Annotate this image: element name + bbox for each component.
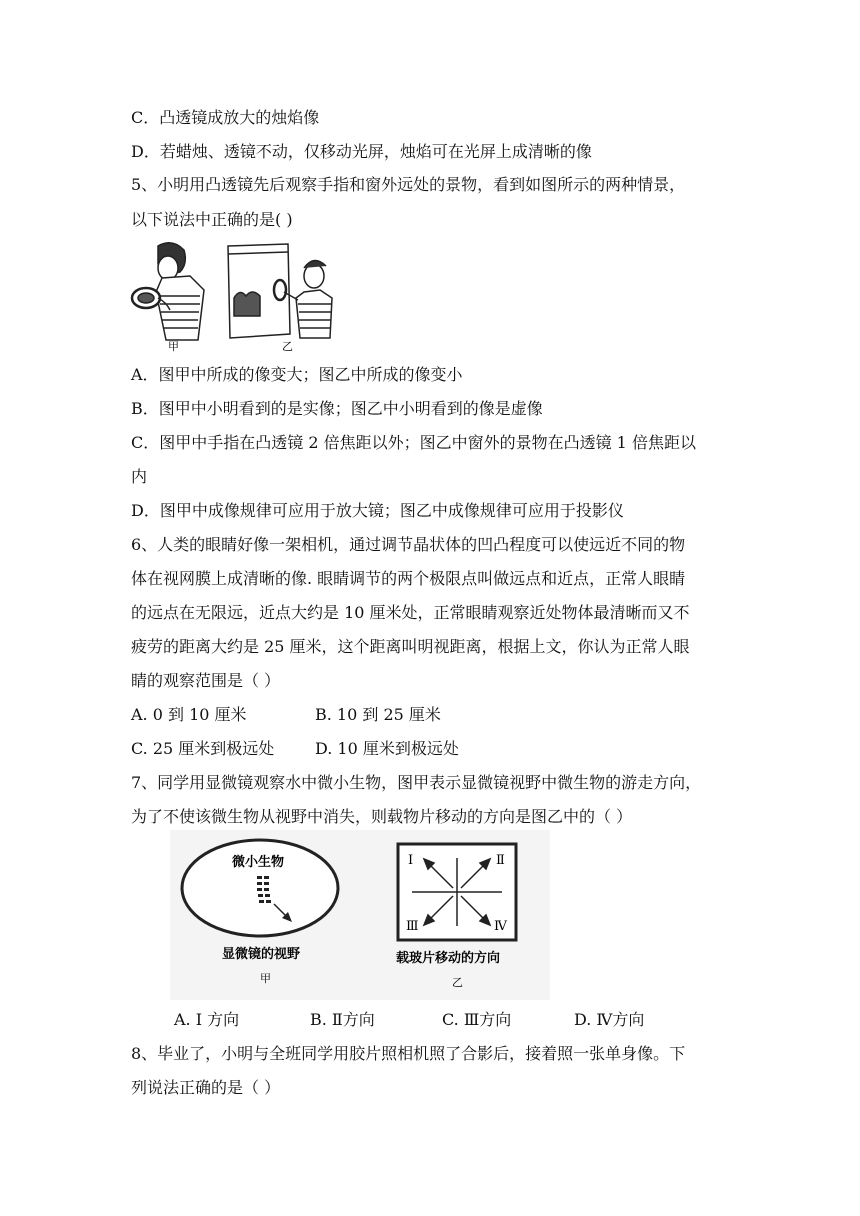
q6-option-c: C. 25 厘米到极远处	[131, 739, 275, 758]
fig5-label-jia: 甲	[168, 340, 179, 353]
q7-option-a: A. I 方向	[174, 1010, 240, 1029]
q6-stem-line3: 的远点在无限远，近点大约是 10 厘米处，正常眼睛观察近处物体最清晰而又不	[131, 603, 690, 622]
slide-direction-label: 载玻片移动的方向	[396, 951, 501, 966]
q5-option-d: D．图甲中成像规律可应用于放大镜；图乙中成像规律可应用于投影仪	[131, 501, 624, 520]
q7-option-c: C. Ⅲ方向	[442, 1010, 512, 1029]
q5-stem-line2: 以下说法中正确的是( )	[131, 210, 293, 229]
q6-option-d: D. 10 厘米到极远处	[315, 739, 459, 758]
boy-holding-lens-illustration	[284, 260, 332, 338]
window-illustration	[228, 244, 290, 338]
q5-stem-line1: 5、小明用凸透镜先后观察手指和窗外远处的景物，看到如图所示的两种情景，	[131, 175, 686, 194]
q6-stem-line1: 6、人类的眼睛好像一架相机，通过调节晶状体的凹凸程度可以使远近不同的物	[131, 535, 686, 554]
organism-label: 微小生物	[232, 855, 285, 870]
q4-option-c: C．凸透镜成放大的烛焰像	[131, 108, 320, 127]
q5-option-a: A．图甲中所成的像变大；图乙中所成的像变小	[131, 365, 463, 384]
q6-option-a: A. 0 到 10 厘米	[131, 705, 247, 724]
direction-label-2: Ⅱ	[496, 853, 505, 868]
q5-figure	[128, 238, 338, 356]
q7-option-b: B. Ⅱ方向	[310, 1010, 375, 1029]
q6-option-b: B. 10 到 25 厘米	[315, 705, 441, 724]
q8-stem-line1: 8、毕业了，小明与全班同学用胶片照相机照了合影后，接着照一张单身像。下	[131, 1044, 686, 1063]
q5-option-c-line1: C．图甲中手指在凸透镜 2 倍焦距以外；图乙中窗外的景物在凸透镜 1 倍焦距以	[131, 433, 696, 452]
q7-option-d: D. Ⅳ方向	[574, 1010, 645, 1029]
q7-stem-line2: 为了不使该微生物从视野中消失，则载物片移动的方向是图乙中的（ ）	[131, 807, 633, 826]
q5-option-c-line2: 内	[131, 467, 148, 486]
boy-with-magnifier-illustration	[132, 243, 204, 340]
direction-label-3: Ⅲ	[406, 919, 419, 934]
q6-stem-line5: 睛的观察范围是（ ）	[131, 671, 281, 690]
q7-figure	[170, 830, 550, 1000]
q6-stem-line2: 体在视网膜上成清晰的像. 眼睛调节的两个极限点叫做远点和近点，正常人眼睛	[131, 569, 686, 588]
direction-label-4: Ⅳ	[494, 919, 507, 934]
field-label: 显微镜的视野	[222, 947, 301, 962]
fig5-label-yi: 乙	[282, 340, 293, 353]
q5-option-b: B．图甲中小明看到的是实像；图乙中小明看到的像是虚像	[131, 399, 543, 418]
q7-stem-line1: 7、同学用显微镜观察水中微小生物，图甲表示显微镜视野中微生物的游走方向，	[131, 773, 702, 792]
fig7-label-yi: 乙	[452, 976, 463, 989]
q4-option-d: D．若蜡烛、透镜不动，仅移动光屏，烛焰可在光屏上成清晰的像	[131, 142, 592, 161]
fig7-label-jia: 甲	[260, 972, 271, 985]
q8-stem-line2: 列说法正确的是（ ）	[131, 1078, 281, 1097]
direction-label-1: Ⅰ	[408, 853, 414, 868]
q6-stem-line4: 疲劳的距离大约是 25 厘米，这个距离叫明视距离，根据上文，你认为正常人眼	[131, 637, 690, 656]
